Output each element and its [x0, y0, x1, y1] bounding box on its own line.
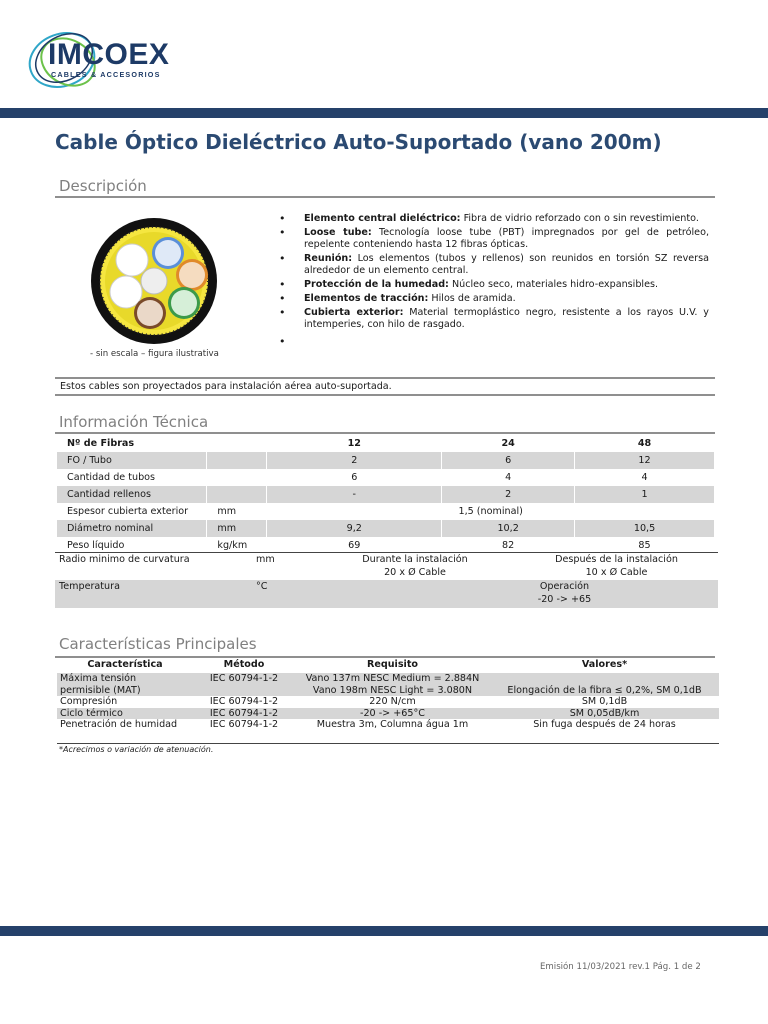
table-divider: [57, 743, 719, 744]
section-heading-tecnica: Información Técnica: [59, 413, 209, 431]
list-item: [284, 336, 709, 348]
list-item: • Reunión: Los elementos (tubos y rellenos) son reunidos en torsión SZ reversa alrededor de un elemento central.: [284, 253, 709, 278]
logo-tagline: CABLES & ACCESORIOS: [51, 70, 161, 79]
footnote: *Acrecimos o variación de atenuación.: [59, 745, 214, 754]
technical-table-extra: [55, 553, 718, 608]
list-item: • Protección de la humedad: Núcleo seco, materiales hidro-expansibles.: [284, 279, 709, 291]
usage-note: Estos cables son proyectados para instalación aérea auto-suportada.: [60, 381, 392, 392]
section-rule: [55, 656, 715, 658]
figure-caption: - sin escala – figura ilustrativa: [90, 349, 219, 359]
footer-emission: Emisión 11/03/2021 rev.1 Pág. 1 de 2: [540, 962, 701, 972]
table-row: Peso líquido kg/km 69 82 85: [57, 537, 715, 554]
list-item: • Cubierta exterior: Material termoplástico negro, resistente a los rayos U.V. y intemperies, con hilo de rasgado.: [284, 307, 709, 332]
company-logo: [22, 22, 182, 98]
list-item: • Loose tube: Tecnología loose tube (PBT) impregnados por gel de petróleo, repelente conteniendo hasta 12 fibras ópticas.: [284, 227, 709, 252]
table-header-row: Característica Método Requisito Valores*: [87, 659, 628, 670]
list-item: • Elemento central dieléctrico: Fibra de vidrio reforzado con o sin revestimiento.: [284, 213, 709, 225]
table-row: Penetración de humidad IEC 60794-1-2 Muestra 3m, Columna água 1m Sin fuga después de 24 horas: [60, 719, 676, 730]
table-row: Cantidad rellenos - 2 1: [57, 486, 715, 503]
cable-cross-section-image: [88, 217, 220, 345]
table-row: Cantidad de tubos 6 4 4: [57, 469, 715, 486]
section-heading-descripcion: Descripción: [59, 177, 147, 195]
table-row: Máxima tensión permisible (MAT) IEC 60794-1-2 Vano 137m NESC Medium = 2.884N Vano 198m NESC Light = 3.080N Elongación de la fibra ≤ 0,2%, SM 0,1dB: [57, 673, 719, 696]
table-row: Nº de Fibras 12 24 48: [57, 435, 715, 452]
table-row: Temperatura °C Operación -20 -> +65: [55, 580, 718, 608]
technical-table: [57, 435, 715, 554]
section-heading-caracteristicas: Características Principales: [59, 635, 257, 653]
section-rule: [55, 394, 715, 396]
footer-bar: [0, 926, 768, 936]
header-bar: [0, 108, 768, 118]
table-row: Compresión IEC 60794-1-2 220 N/cm SM 0,1dB: [60, 696, 628, 707]
list-item: • Elementos de tracción: Hilos de aramida.: [284, 293, 709, 305]
table-row: Ciclo térmico IEC 60794-1-2 -20 -> +65°C SM 0,05dB/km: [57, 708, 719, 720]
table-row: Diámetro nominal mm 9,2 10,2 10,5: [57, 520, 715, 537]
table-row: Espesor cubierta exterior mm 1,5 (nominal): [57, 503, 715, 520]
section-rule: [55, 196, 715, 198]
table-row: FO / Tubo 2 6 12: [57, 452, 715, 469]
table-row: Radio minimo de curvatura mm Durante la instalación 20 x Ø Cable Después de la instalación 10 x Ø Cable: [59, 554, 678, 578]
logo-wordmark: IMCOEX: [48, 38, 170, 71]
feature-list: [284, 213, 709, 350]
page-title: Cable Óptico Dieléctrico Auto-Suportado (vano 200m): [55, 130, 662, 154]
characteristics-table: [57, 659, 719, 731]
section-rule: [55, 377, 715, 379]
section-rule: [55, 432, 715, 434]
